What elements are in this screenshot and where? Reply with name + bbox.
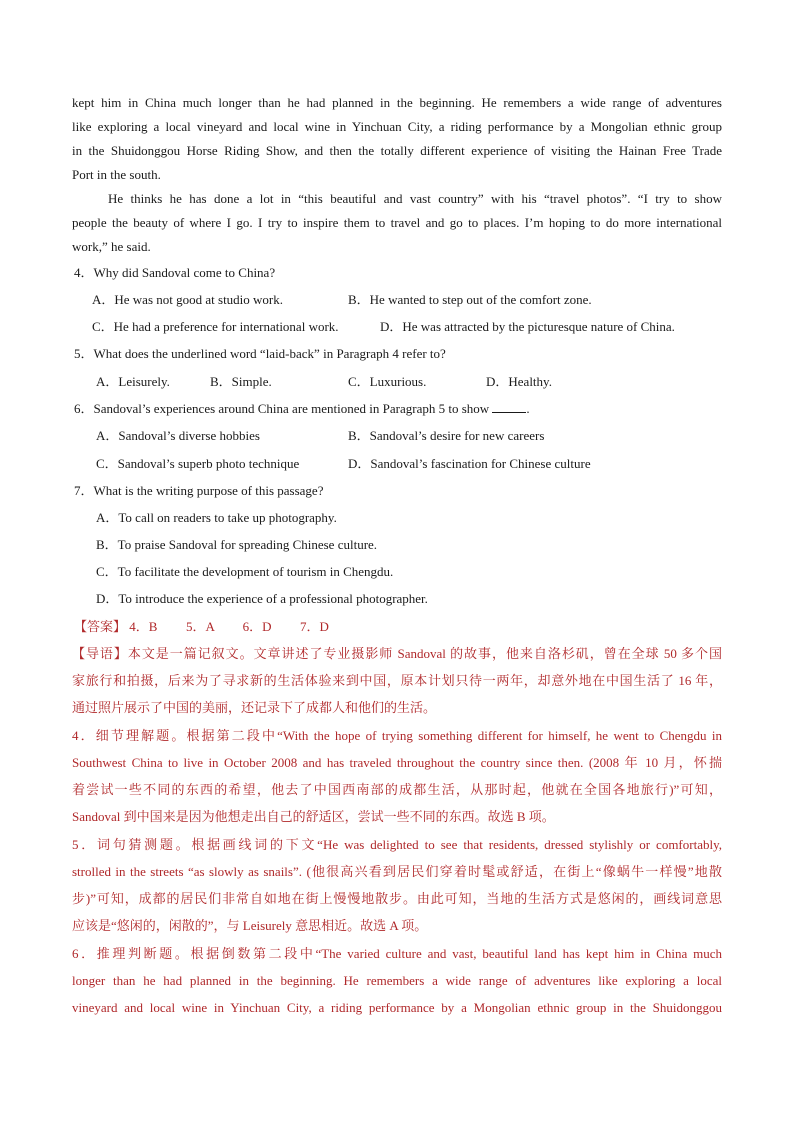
passage-line: He thinks he has done a lot in “this beautiful and vast country” with his “travel photos”. “I try to show <box>108 191 722 206</box>
answer-item: 6．D <box>242 619 272 634</box>
option-d: D．He was attracted by the picturesque nature of China. <box>380 319 675 334</box>
explanation-line: 4．细节理解题。根据第二段中“With the hope of trying something different for himself, he went to Chengdu in <box>72 728 722 743</box>
answer-item: 7．D <box>300 619 329 634</box>
option-b: B．To praise Sandoval for spreading Chinese culture. <box>96 537 378 552</box>
option-a: A．Leisurely. <box>96 374 170 389</box>
question-stem: 7．What is the writing purpose of this passage? <box>74 483 324 498</box>
passage-line: kept him in China much longer than he had planned in the beginning. He remembers a wide range of adventures <box>72 95 722 110</box>
question-stem: 4．Why did Sandoval come to China? <box>74 265 276 280</box>
passage-line: work,” he said. <box>72 239 151 254</box>
option-c: C．Luxurious. <box>348 374 427 389</box>
answer-item: 5．A <box>185 619 215 634</box>
option-c: C．He had a preference for international work. <box>92 319 339 334</box>
answer-label: 【答案】 <box>74 619 127 634</box>
explanation-line: strolled in the streets “as slowly as snails”. (他很高兴看到居民们穿着时髦或舒适，在街上“像蜗牛一样慢”地散 <box>72 864 722 879</box>
explanation-line: 步)”可知，成都的居民们非常自如地在街上慢慢地散步。由此可知，当地的生活方式是悠闲的，画线词意思 <box>72 891 722 906</box>
passage-line: in the Shuidonggou Horse Riding Show, and then the totally different experience of visiting the Hainan Free Trade <box>72 143 722 158</box>
explanation-line: vineyard and local wine in Yinchuan City, a riding performance by a Mongolian ethnic group in the Shuidonggou <box>72 1000 722 1015</box>
explanation-line: 应该是“悠闲的，闲散的”，与 Leisurely 意思相近。故选 A 项。 <box>72 918 428 933</box>
question-stem: 5．What does the underlined word “laid-back” in Paragraph 4 refer to? <box>74 346 446 361</box>
passage-line: people the beauty of where I go. I try to inspire them to travel and go to places. I’m hoping to do more international <box>72 215 722 230</box>
answer-blank <box>492 400 526 413</box>
question-stem <box>74 400 724 418</box>
guide-line: 家旅行和拍摄，后来为了寻求新的生活体验来到中国，原本计划只待一两年，却意外地在中国生活了 16 年， <box>72 673 722 688</box>
option-a: A．To call on readers to take up photography. <box>96 510 337 525</box>
question-stem-end: . <box>526 401 530 416</box>
answer-line <box>74 618 329 636</box>
passage-line: Port in the south. <box>72 167 161 182</box>
option-d: D．To introduce the experience of a professional photographer. <box>96 591 428 606</box>
option-b: B．He wanted to step out of the comfort zone. <box>348 292 592 307</box>
question-stem-text: 6．Sandoval’s experiences around China are mentioned in Paragraph 5 to show <box>74 401 490 416</box>
option-b: B．Simple. <box>210 374 272 389</box>
option-c: C．Sandoval’s superb photo technique <box>96 456 300 471</box>
passage-line: like exploring a local vineyard and local wine in Yinchuan City, a riding performance by a Mongolian ethnic group <box>72 119 722 134</box>
explanation-line: Southwest China to live in October 2008 and has traveled throughout the country since then. (2008 年 10 月，怀揣 <box>72 755 722 770</box>
explanation-line: 5．词句猜测题。根据画线词的下文“He was delighted to see that residents, dressed stylishly or comfortably, <box>72 837 722 852</box>
guide-line: 【导语】本文是一篇记叙文。文章讲述了专业摄影师 Sandoval 的故事，他来自洛杉矶，曾在全球 50 多个国 <box>72 646 722 661</box>
explanation-line: 着尝试一些不同的东西的希望，他去了中国西南部的成都生活，从那时起，他就在全国各地旅行)”可知， <box>72 782 722 797</box>
option-a: A．Sandoval’s diverse hobbies <box>96 428 260 443</box>
explanation-line: 6．推理判断题。根据倒数第二段中“The varied culture and vast, beautiful land has kept him in China much <box>72 946 722 961</box>
option-d: D．Healthy. <box>486 374 552 389</box>
guide-line: 通过照片展示了中国的美丽，还记录下了成都人和他们的生活。 <box>72 700 437 715</box>
explanation-line: Sandoval 到中国来是因为他想走出自己的舒适区，尝试一些不同的东西。故选 B 项。 <box>72 809 555 824</box>
explanation-line: longer than he had planned in the beginning. He remembers a wide range of adventures like exploring a local <box>72 973 722 988</box>
option-a: A．He was not good at studio work. <box>92 292 284 307</box>
option-c: C．To facilitate the development of tourism in Chengdu. <box>96 564 394 579</box>
answer-item: 4．B <box>129 619 158 634</box>
option-d: D．Sandoval’s fascination for Chinese culture <box>348 456 591 471</box>
option-b: B．Sandoval’s desire for new careers <box>348 428 545 443</box>
